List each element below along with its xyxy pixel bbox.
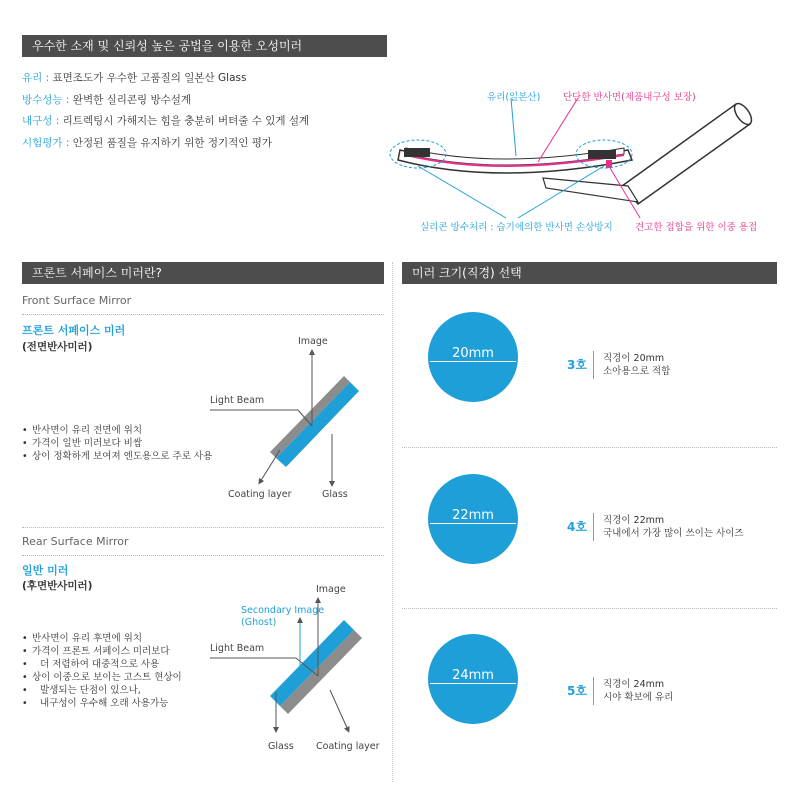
label-reflective-surface: 단단한 반사면(제품내구성 보장) xyxy=(563,92,696,103)
list-item: • 상이 이중으로 보이는 고스트 현상이 xyxy=(22,671,182,684)
property-label: 시험평가 : xyxy=(22,137,70,149)
rear-label-ghost: (Ghost) xyxy=(241,617,277,628)
property-text: 표면조도가 우수한 고품질의 일본산 Glass xyxy=(52,72,247,84)
diameter-label: 22mm xyxy=(452,508,494,523)
divider xyxy=(402,447,777,448)
coating-layer xyxy=(270,376,350,458)
rear-surface-en-title: Rear Surface Mirror xyxy=(22,535,129,548)
silicone-block-right xyxy=(588,150,616,159)
list-item: • 더 저렴하여 대중적으로 사용 xyxy=(22,658,182,671)
coating-arrow xyxy=(330,690,348,730)
label-double-weld: 견고한 접합을 위한 이중 용접 xyxy=(635,222,758,233)
divider xyxy=(22,555,384,556)
separator xyxy=(593,513,594,541)
property-text: 안정된 품질을 유지하기 위한 정기적인 평가 xyxy=(72,137,273,149)
property-label: 내구성 : xyxy=(22,115,60,127)
coating-layer xyxy=(280,630,362,714)
leader-glass xyxy=(511,98,516,156)
diameter-arrow xyxy=(430,361,516,362)
diameter-arrow xyxy=(430,523,516,524)
rear-surface-ko-sub: (후면반사미러) xyxy=(22,580,93,592)
diameter-label: 20mm xyxy=(452,346,494,361)
front-surface-ko-sub: (전면반사미러) xyxy=(22,341,93,353)
mirror-arm xyxy=(622,104,750,204)
list-item: • 내구성이 우수해 오래 사용가능 xyxy=(22,697,182,710)
size-desc-line1: 직경이 20mm xyxy=(603,353,665,364)
size-description xyxy=(603,678,673,704)
separator xyxy=(593,351,594,379)
diameter-arrow xyxy=(430,683,516,684)
property-label: 방수성능 : xyxy=(22,94,70,106)
size-circle-20mm xyxy=(428,312,518,402)
diameter-label: 24mm xyxy=(452,668,494,683)
glass-plate xyxy=(270,620,354,706)
property-label: 유리 : xyxy=(22,72,50,84)
size-desc-line2: 소아용으로 적합 xyxy=(603,366,671,377)
rear-label-glass: Glass xyxy=(268,741,294,752)
list-item: • 반사면이 유리 후면에 위치 xyxy=(22,632,182,645)
section-header-materials: 우수한 소재 및 신뢰성 높은 공법을 이용한 오성미러 xyxy=(22,35,387,57)
size-desc-line1: 직경이 24mm xyxy=(603,679,665,690)
front-label-light-beam: Light Beam xyxy=(210,395,265,406)
property-text: 완벽한 실리콘링 방수설계 xyxy=(72,94,192,106)
leader-silicone-left xyxy=(418,166,506,218)
front-label-glass: Glass xyxy=(322,489,348,500)
size-circle-22mm xyxy=(428,474,518,564)
front-surface-bullets xyxy=(22,424,212,463)
property-glass xyxy=(22,70,246,85)
list-item: • 가격이 일반 미러보다 비쌈 xyxy=(22,437,212,450)
weld-point xyxy=(606,160,612,168)
list-item: • 상이 정확하게 보여져 엔도용으로 주로 사용 xyxy=(22,450,212,463)
front-label-coating: Coating layer xyxy=(228,489,292,500)
divider xyxy=(22,314,384,315)
property-text: 리트렉팅시 가해지는 힘을 충분히 버텨줄 수 있게 설계 xyxy=(62,115,310,127)
property-durability xyxy=(22,113,309,128)
front-label-image: Image xyxy=(298,336,328,347)
size-circle-24mm xyxy=(428,634,518,724)
label-glass-japan: 유리(일본산) xyxy=(487,92,541,103)
front-surface-ko-title: 프론트 서페이스 미러 xyxy=(22,324,126,337)
column-divider xyxy=(392,262,393,782)
property-waterproof xyxy=(22,92,191,107)
size-description xyxy=(603,514,744,540)
rear-surface-ko-title: 일반 미러 xyxy=(22,564,69,577)
rear-label-image: Image xyxy=(316,584,346,595)
list-item: • 발생되는 단점이 있으나, xyxy=(22,684,182,697)
size-code: 5호 xyxy=(567,684,587,698)
section-header-front-surface: 프론트 서페이스 미러란? xyxy=(22,262,384,284)
label-silicone-waterproof: 실리콘 방수처리 : 습기에의한 반사면 손상방지 xyxy=(420,222,613,233)
size-code: 3호 xyxy=(567,358,587,372)
rear-label-light-beam: Light Beam xyxy=(210,643,265,654)
property-testing xyxy=(22,135,272,150)
size-desc-line2: 국내에서 가장 많이 쓰이는 사이즈 xyxy=(603,528,744,539)
rear-label-secondary: Secondary Image xyxy=(241,605,325,616)
glass-plate xyxy=(276,382,359,467)
rear-label-coating: Coating layer xyxy=(316,741,380,752)
size-description xyxy=(603,352,670,378)
size-desc-line1: 직경이 22mm xyxy=(603,515,665,526)
coating-arrow xyxy=(260,450,280,482)
rear-surface-bullets xyxy=(22,632,182,710)
divider xyxy=(402,608,777,609)
list-item: • 반사면이 유리 전면에 위치 xyxy=(22,424,212,437)
size-desc-line2: 시야 확보에 유리 xyxy=(603,692,674,703)
section-header-size: 미러 크기(직경) 선택 xyxy=(402,262,777,284)
size-code: 4호 xyxy=(567,520,587,534)
silicone-block-left xyxy=(404,148,430,157)
front-surface-en-title: Front Surface Mirror xyxy=(22,294,132,307)
leader-reflect xyxy=(538,98,578,162)
list-item: • 가격이 프론트 서페이스 미러보다 xyxy=(22,645,182,658)
separator xyxy=(593,677,594,705)
front-surface-diagram xyxy=(200,330,390,505)
divider xyxy=(22,527,384,528)
